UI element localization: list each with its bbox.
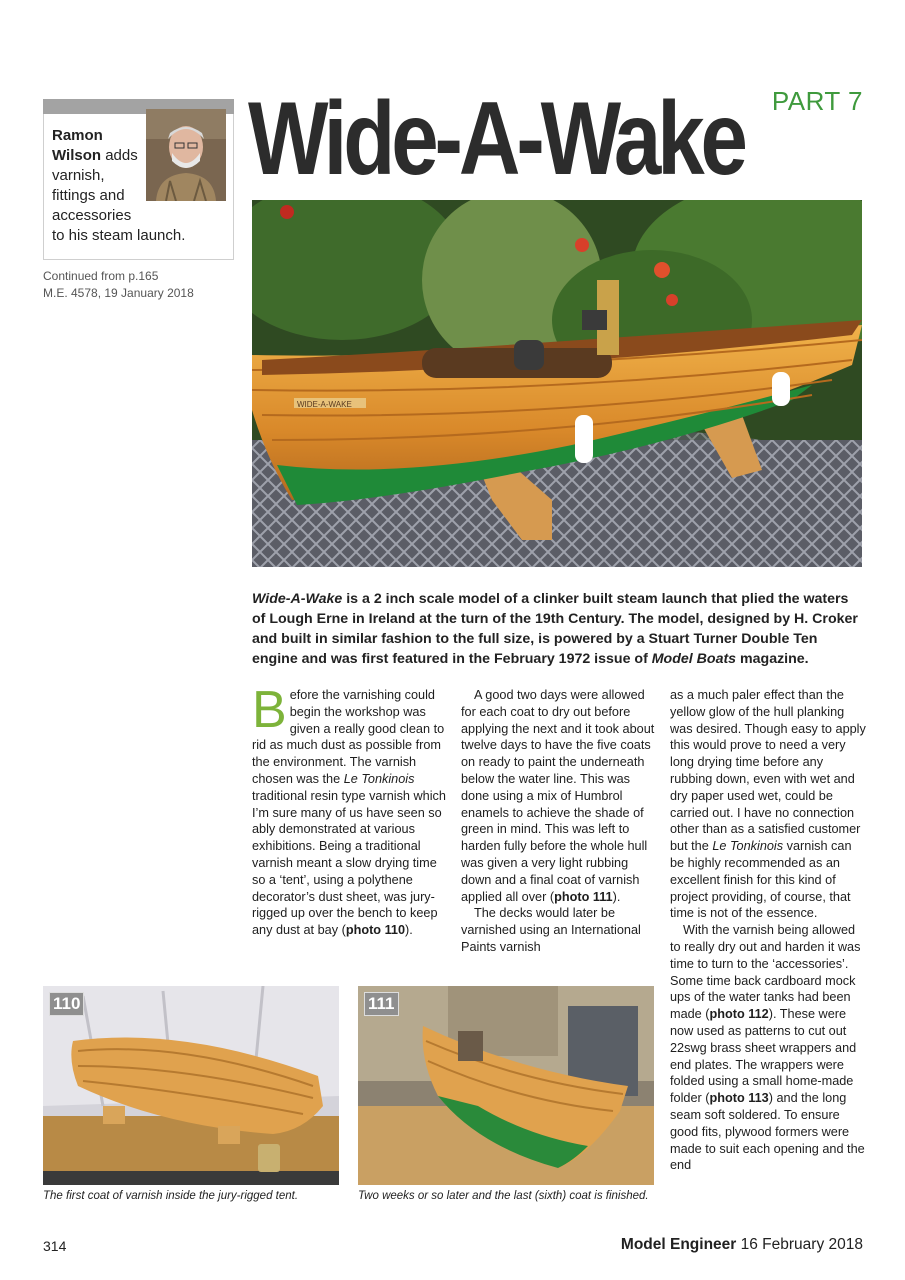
photo-110-image	[43, 986, 339, 1185]
hero-photo	[252, 200, 862, 567]
photo-reference: photo 111	[554, 889, 613, 904]
photo-110	[43, 986, 339, 1185]
photo-110-caption: The first coat of varnish inside the jury-rigged tent.	[43, 1190, 299, 1202]
author-portrait-image	[146, 109, 226, 201]
article-title: Wide-A-Wake	[248, 81, 744, 197]
body-column-1	[252, 681, 448, 939]
photo-111	[358, 986, 654, 1185]
author-name-line2: Wilson	[52, 147, 102, 164]
footer-magazine-name: Model Engineer	[620, 1236, 737, 1253]
author-box	[43, 99, 234, 260]
author-portrait	[146, 109, 226, 201]
standfirst-text: is a 2 inch scale model of a clinker built steam launch that plied the waters of Lough Erne in Ireland at the turn of the 19th Century. The model, designed by H. Croker and built in similar fashion to the full size, is powered by a Stuart Turner Double Ten engine and was first featured in the February 1972 issue of	[252, 591, 858, 667]
photo-111-number: 111	[364, 992, 399, 1016]
body-paragraph	[670, 922, 866, 1174]
body-text: as a much paler effect than the yellow glow of the hull planking was desired. Though easy to apply this would prove to need a very long drying time before any rubbing down, even with wet and dry paper used wet, could be carried out. I have no connection other than as a satisfied customer but the	[670, 688, 866, 854]
continued-from-note	[43, 268, 243, 302]
author-blurb-line: to his steam launch.	[52, 227, 186, 244]
hero-boat-nameplate: WIDE-A-WAKE	[297, 400, 352, 409]
product-name: Le Tonkinois	[712, 839, 784, 854]
photo-reference: photo 110	[345, 923, 406, 938]
footer-date: 16 February 2018	[736, 1236, 863, 1253]
body-text: ). These were now used as patterns to cut out 22swg brass sheet wrappers and end plates. The wrappers were folded using a small home-made folder (	[670, 1007, 857, 1106]
author-blurb-line: accessories	[52, 207, 132, 224]
page-number: 314	[43, 1238, 67, 1254]
part-label: PART 7	[771, 86, 863, 116]
author-name-line1: Ramon	[52, 127, 103, 144]
body-text: With the varnish being allowed to really dry out and harden it was time to turn to the ‘accessories’. Some time back cardboard mock ups of the water tanks had been made (	[670, 923, 861, 1022]
drop-cap: B	[252, 681, 287, 739]
body-paragraph: The decks would later be varnished using an International Paints varnish	[461, 906, 641, 954]
continued-line: Continued from p.165	[43, 269, 159, 283]
body-paragraph	[461, 687, 657, 905]
photo-111-image	[358, 986, 654, 1185]
photo-111-caption: Two weeks or so later and the last (sixth) coat is finished.	[358, 1190, 649, 1202]
standfirst-text-end: magazine.	[736, 651, 809, 667]
product-name: Le Tonkinois	[343, 771, 415, 786]
standfirst-magazine: Model Boats	[651, 651, 737, 667]
body-text: traditional resin type varnish which I’m sure many of us have seen so ably demonstrated at various exhibitions. Being a traditional varnish meant a slow drying time so a ‘tent’, using a polythene decorator’s dust sheet, was jury-rigged up over the bench to keep any dust at bay (	[252, 788, 446, 938]
author-blurb-line: varnish,	[52, 167, 105, 184]
author-blurb-adds: adds	[101, 147, 138, 164]
body-text: efore the varnishing could begin the workshop was given a really good clean to rid as much dust as possible from the environment. The varnish chosen was the	[252, 688, 445, 786]
body-text: ) and the long seam soft soldered. To ensure good fits, plywood formers were made to suit each opening and the end	[670, 1091, 865, 1173]
continued-issue-line: M.E. 4578, 19 January 2018	[43, 286, 194, 300]
body-paragraph	[670, 687, 866, 922]
photo-110-number: 110	[49, 992, 84, 1016]
body-paragraph	[252, 681, 448, 939]
photo-reference: photo 112	[709, 1007, 769, 1022]
body-column-2	[461, 687, 657, 956]
photo-reference: photo 113	[709, 1091, 769, 1106]
body-text: ).	[405, 923, 413, 938]
body-column-3	[670, 687, 866, 1174]
standfirst-boat-name: Wide-A-Wake	[252, 591, 343, 607]
hero-boat-image	[252, 200, 862, 567]
footer-publication	[621, 1236, 863, 1254]
body-text: varnish can be highly recommended as an excellent finish for this kind of project providing, of course, that time is not of the essence.	[670, 839, 852, 921]
author-blurb-line: fittings and	[52, 187, 125, 204]
body-text: ).	[612, 889, 621, 904]
standfirst	[252, 589, 864, 669]
body-text: A good two days were allowed for each coat to dry out before applying the next and it took about twelve days to have the five coats on ready to paint the underneath below the water line. This was done using a mix of Humbrol enamels to achieve the shade of green in mind. This was left to harden fully before the whole hull was given a very light rubbing down and a final coat of varnish applied all over (	[461, 688, 655, 904]
